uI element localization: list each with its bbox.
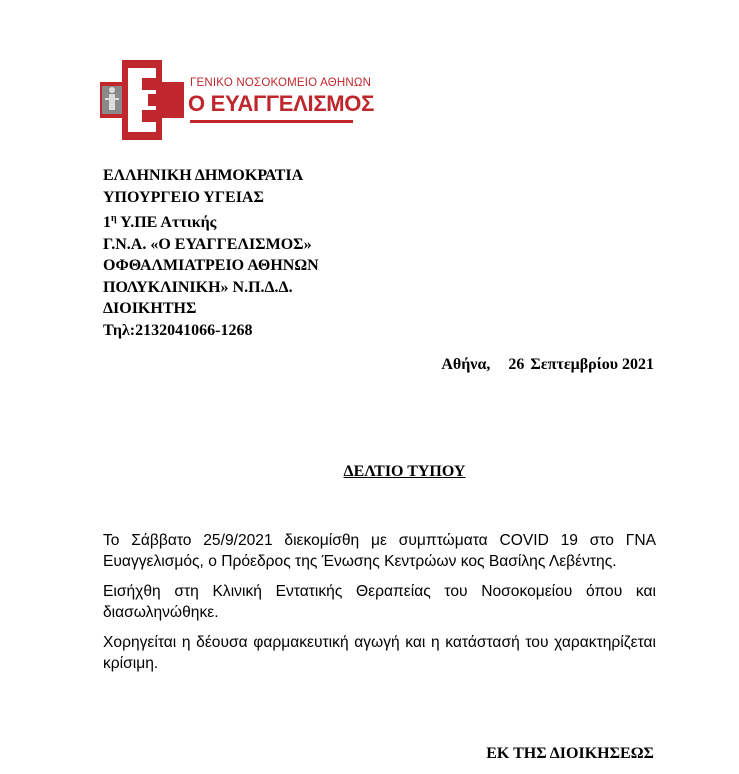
letterhead-line: ΥΠΟΥΡΓΕΙΟ ΥΓΕΙΑΣ: [103, 188, 264, 206]
document-date: [441, 356, 654, 374]
document-title-text: ΔΕΛΤΙΟ ΤΥΠΟΥ: [343, 463, 466, 480]
body-paragraph: Το Σάββατο 25/9/2021 διεκομίσθη με συμπτώματα COVID 19 στο ΓΝΑ Ευαγγελισμός, ο Πρόεδρος της Ένωσης Κεντρώων κος Βασίλης Λεβέντης.: [103, 532, 656, 570]
hospital-name-line1: ΓΕΝΙΚΟ ΝΟΣΟΚΟΜΕΙΟ ΑΘΗΝΩΝ: [190, 77, 372, 89]
letterhead-line: ΔΙΟΙΚΗΤΗΣ: [103, 300, 197, 317]
body-paragraph: Εισήχθη στη Κλινική Εντατικής Θεραπείας του Νοσοκομείου όπου και διασωληνώθηκε.: [103, 583, 656, 621]
date-month-year: Σεπτεμβρίου 2021: [530, 356, 654, 373]
hospital-logo: [100, 60, 375, 140]
letterhead-line: ΠΟΛΥΚΛΙΝΙΚΗ» Ν.Π.Δ.Δ.: [103, 278, 293, 296]
date-day: 26: [508, 356, 525, 373]
hospital-emblem-icon: [100, 60, 184, 140]
letterhead-line: ΕΛΛΗΝΙΚΗ ΔΗΜΟΚΡΑΤΙΑ: [103, 167, 304, 184]
signature-line: ΕΚ ΤΗΣ ΔΙΟΙΚΗΣΕΩΣ: [486, 745, 654, 762]
date-city: Αθήνα,: [441, 356, 491, 373]
letterhead: [103, 165, 319, 341]
phone-number: Τηλ:2132041066-1268: [103, 321, 253, 339]
press-release-body: [103, 530, 656, 683]
logo-underline: [190, 120, 353, 123]
document-title: [0, 463, 739, 481]
letterhead-line: $1^\eta$ Υ.ΠΕ Αττικής: [103, 213, 217, 231]
letterhead-line: Γ.Ν.Α. «Ο ΕΥΑΓΓΕΛΙΣΜΟΣ»: [103, 235, 312, 253]
hospital-name-line2: Ο ΕΥΑΓΓΕΛΙΣΜΟΣ: [188, 91, 375, 116]
body-paragraph: Χορηγείται η δέουσα φαρμακευτική αγωγή και η κατάστασή του χαρακτηρίζεται κρίσιμη.: [103, 634, 656, 672]
letterhead-line: ΟΦΘΑΛΜΙΑΤΡΕΙΟ ΑΘΗΝΩΝ: [103, 257, 319, 274]
